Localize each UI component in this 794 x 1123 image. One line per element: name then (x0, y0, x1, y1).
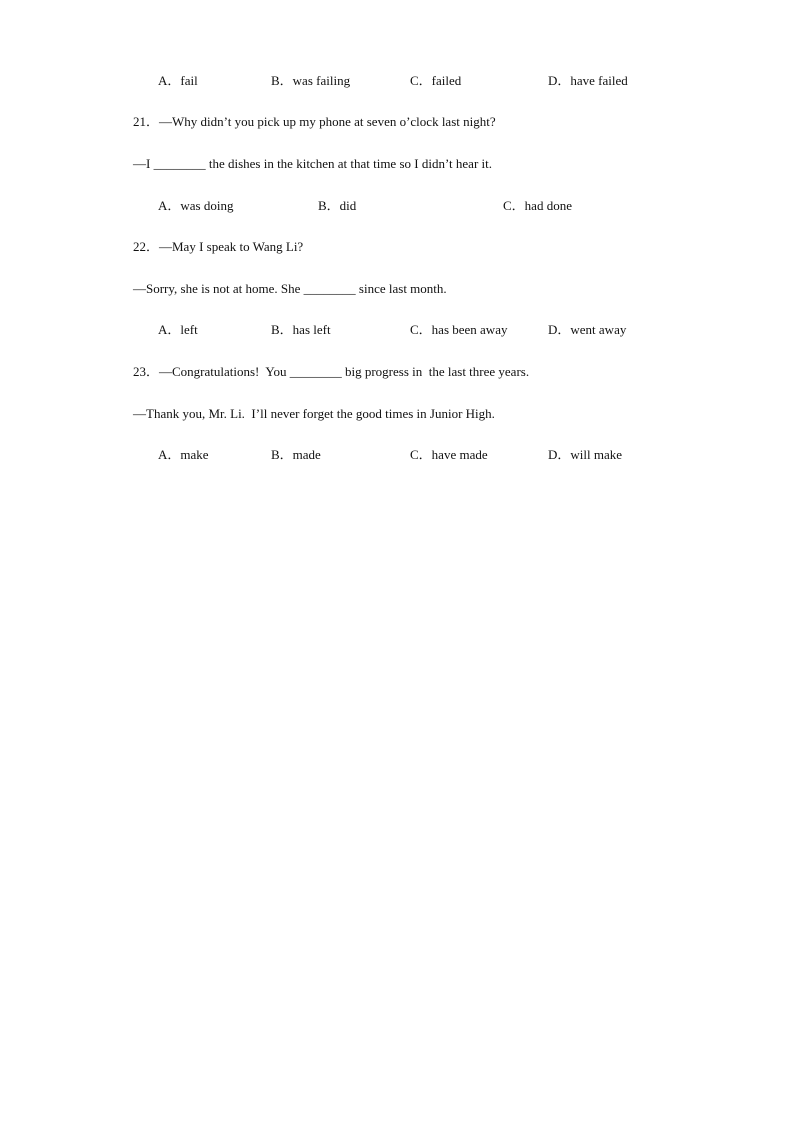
option-b: B．was failing (271, 73, 351, 88)
option-b: B．did (318, 198, 357, 213)
option-c: C．have made (410, 447, 488, 462)
option-c: C．had done (503, 198, 572, 213)
option-c: C．has been away (410, 322, 508, 337)
option-a: A．left (158, 322, 198, 337)
option-a: A．was doing (158, 198, 234, 213)
question-23-stem: 23．—Congratulations! You ________ big progress in the last three years. (133, 364, 530, 379)
question-21-stem: 21．—Why didn’t you pick up my phone at seven o’clock last night? (133, 114, 496, 129)
question-22-stem: 22．—May I speak to Wang Li? (133, 239, 304, 254)
question-22-dialogue: —Sorry, she is not at home. She ________ since last month. (133, 281, 447, 296)
option-b: B．made (271, 447, 321, 462)
option-c: C．failed (410, 73, 462, 88)
option-b: B．has left (271, 322, 331, 337)
question-21-dialogue: —I ________ the dishes in the kitchen at that time so I didn’t hear it. (133, 156, 492, 171)
option-d: D．have failed (548, 73, 628, 88)
option-a: A．make (158, 447, 209, 462)
option-d: D．went away (548, 322, 627, 337)
option-d: D．will make (548, 447, 623, 462)
question-23-dialogue: —Thank you, Mr. Li. I’ll never forget the good times in Junior High. (133, 406, 495, 421)
option-a: A．fail (158, 73, 198, 88)
